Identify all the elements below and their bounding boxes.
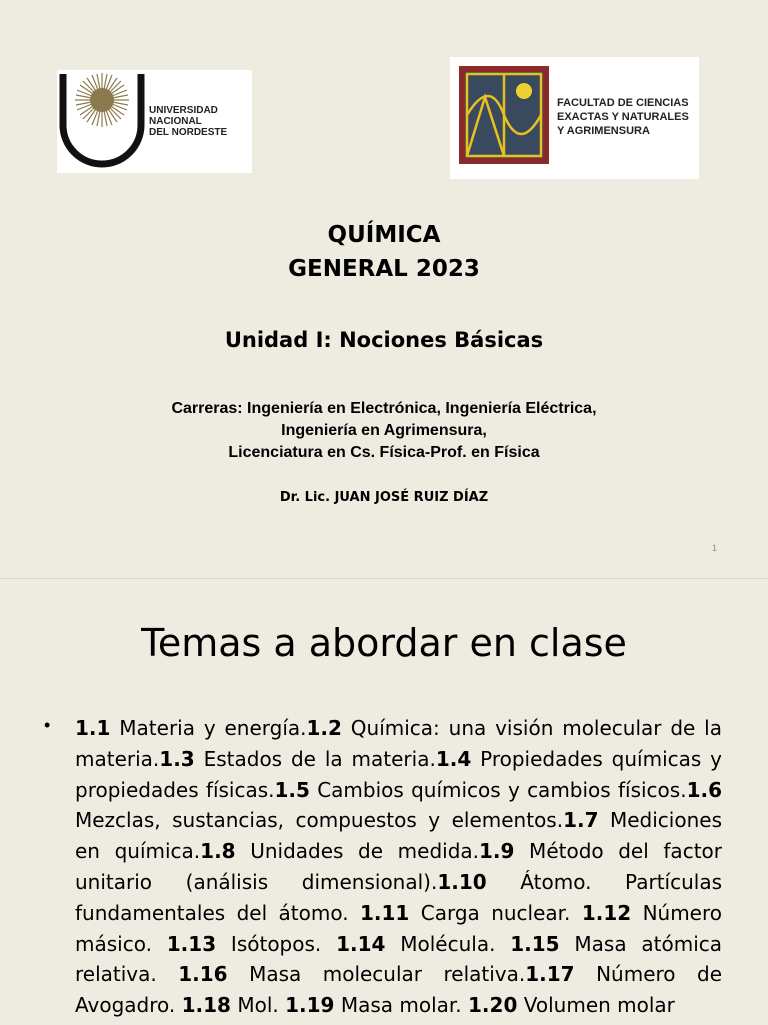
topic-number: 1.16: [178, 962, 228, 987]
topic-number: 1.20: [468, 993, 518, 1018]
topic-number: 1.10: [437, 869, 487, 894]
topic-number: 1.8: [200, 839, 236, 864]
topic-text: Número de Avogadro.: [75, 962, 723, 1018]
topic-number: 1.2: [306, 716, 342, 740]
topic-text: Cambios químicos y cambios físicos.: [309, 777, 687, 802]
topic-number: 1.15: [510, 931, 560, 956]
facena-logo: [450, 57, 699, 179]
page-number: 1: [712, 543, 718, 553]
topic-text: Carga nuclear.: [409, 900, 582, 925]
unne-logo-text: UNIVERSIDAD NACIONAL DEL NORDESTE: [149, 105, 228, 138]
topic-number: 1.3: [159, 746, 195, 771]
facena-emblem-icon: [450, 57, 550, 179]
bullet-icon: •: [44, 715, 51, 735]
topic-number: 1.19: [285, 993, 335, 1018]
topic-number: 1.18: [181, 993, 231, 1018]
topic-number: 1.5: [274, 777, 310, 802]
topics-paragraph: [75, 713, 722, 1021]
topic-text: Propiedades químicas y propiedades físicas.: [75, 746, 722, 802]
topic-text: Volumen molar: [517, 993, 675, 1018]
topic-number: 1.14: [336, 931, 386, 956]
topic-text: Isótopos.: [216, 931, 337, 956]
careers-line: Licenciatura en Cs. Física-Prof. en Física: [228, 444, 540, 461]
topic-text: Molécula.: [385, 931, 511, 956]
topic-text: Química: una visión molecular de la materia.: [75, 716, 722, 771]
topic-text: Método del factor unitario (análisis dimensional).: [75, 839, 722, 894]
careers-list: [0, 398, 768, 464]
unit-title: Unidad I: Nociones Básicas: [224, 328, 544, 352]
topic-text: Átomo. Partículas fundamentales del átomo.: [75, 869, 722, 925]
slide-heading: Temas a abordar en clase: [141, 621, 627, 665]
facena-logo-text: FACULTAD DE CIENCIAS EXACTAS Y NATURALES Y AGRIMENSURA: [557, 97, 689, 137]
topic-number: 1.13: [166, 931, 217, 956]
topic-number: 1.4: [435, 746, 472, 771]
author-name: Dr. Lic. JUAN JOSÉ RUIZ DÍAZ: [279, 490, 489, 505]
topic-text: Mediciones en química.: [75, 808, 722, 864]
course-title-line1: QUÍMICA: [327, 222, 441, 248]
topic-number: 1.9: [479, 839, 515, 864]
unne-logo: [57, 70, 252, 173]
topic-number: 1.11: [360, 900, 410, 925]
topic-text: Estados de la materia.: [194, 746, 436, 771]
topic-text: Mol.: [230, 993, 286, 1018]
topic-text: Unidades de medida.: [235, 839, 480, 864]
topics-slide: [0, 578, 768, 1025]
topic-number: 1.12: [581, 900, 632, 925]
topic-text: Mezclas, sustancias, compuestos y elementos.: [75, 808, 564, 833]
careers-line: Ingeniería en Agrimensura,: [281, 422, 487, 439]
topic-number: 1.1: [75, 716, 111, 740]
topic-text: Masa molecular relativa.: [227, 962, 526, 987]
careers-line: Carreras: Ingeniería en Electrónica, Ingeniería Eléctrica,: [171, 400, 597, 417]
course-title-line2: GENERAL 2023: [288, 256, 480, 282]
topic-number: 1.17: [525, 962, 575, 987]
topic-number: 1.6: [686, 777, 722, 802]
topic-number: 1.7: [563, 808, 599, 833]
topic-text: Masa atómica relativa.: [75, 931, 723, 987]
sun-emblem-icon: [57, 70, 152, 173]
topic-text: Número másico.: [75, 900, 723, 956]
topic-text: Masa molar.: [334, 993, 469, 1018]
topic-text: Materia y energía.: [110, 716, 307, 740]
